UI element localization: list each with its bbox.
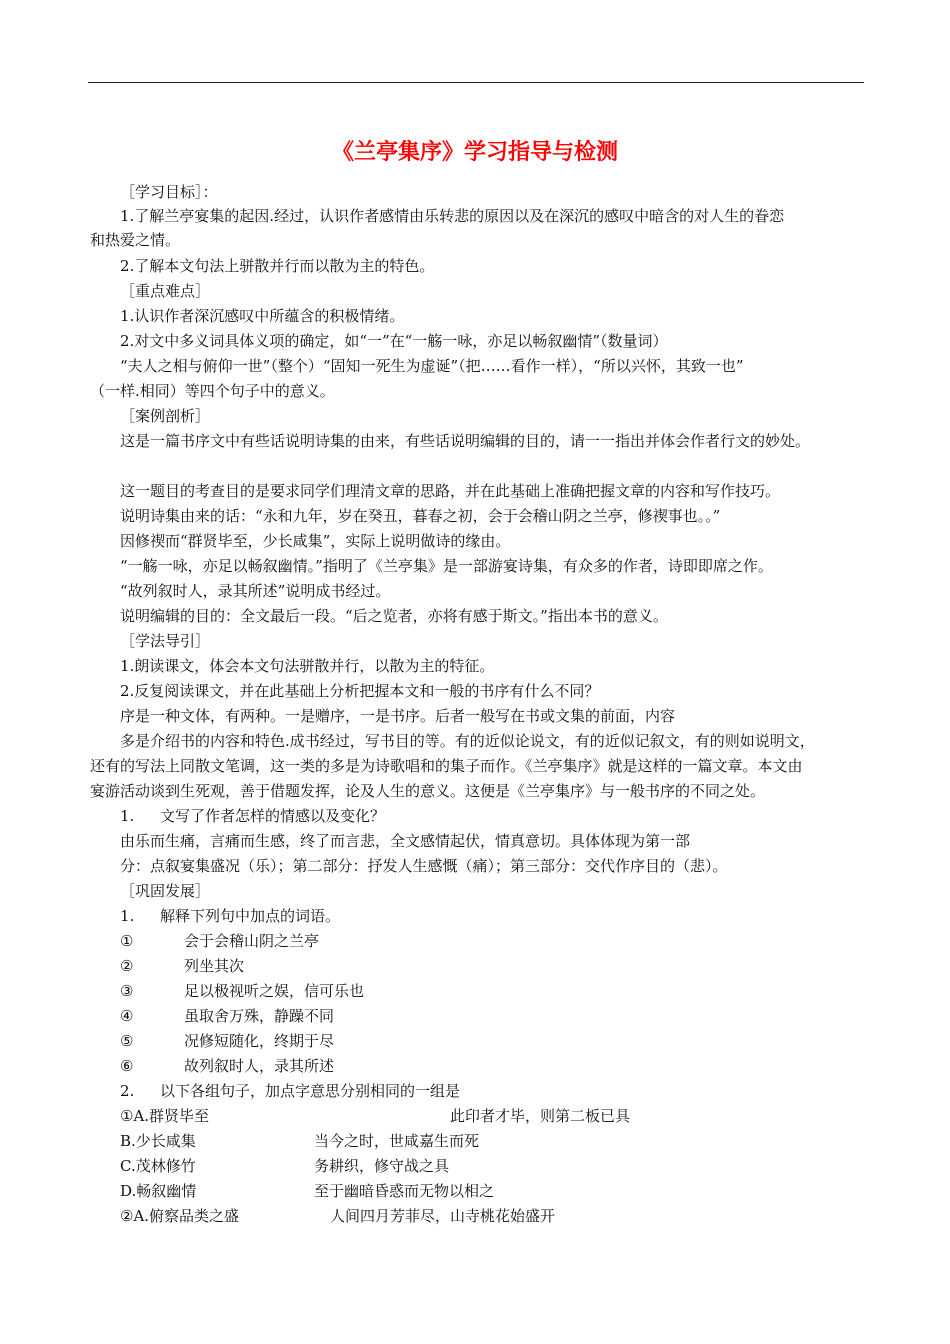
- header-rule: [88, 82, 864, 83]
- item-mark: ②: [120, 957, 134, 975]
- key-point-2: 2.对文中多义词具体义项的确定，如“一”在“一觞一咏，亦足以畅叙幽情”（数量词）: [120, 332, 668, 350]
- item-text: 足以极视听之娱，信可乐也: [184, 982, 365, 1000]
- objective-1-line-1: 1.了解兰亭宴集的起因.经过，认识作者感情由乐转悲的原因以及在深沉的感叹中暗含的对人生的眷恋: [120, 207, 785, 225]
- case-answer-3: 因修禊而“群贤毕至，少长咸集”，实际上说明做诗的缘由。: [120, 532, 511, 550]
- list-item: [120, 1056, 334, 1076]
- item-mark: ③: [120, 982, 134, 1000]
- pair-left: ①A.群贤毕至: [120, 1107, 210, 1125]
- pair-left: C.茂林修竹: [120, 1157, 196, 1175]
- method-question-number: 1.: [120, 807, 135, 825]
- item-text: 故列叙时人，录其所述: [184, 1057, 335, 1075]
- pair-right: 此印者才毕，则第二板已具: [450, 1107, 631, 1125]
- key-points-heading: ［重点难点］: [120, 282, 211, 300]
- consolidation-heading: ［巩固发展］: [120, 882, 211, 900]
- method-item-2: 2.反复阅读课文，并在此基础上分析把握本文和一般的书序有什么不同？: [120, 682, 600, 700]
- case-answer-5: “故列叙时人，录其所述”说明成书经过。: [120, 582, 391, 600]
- pair-right: 人间四月芳菲尽，山寺桃花始盛开: [330, 1207, 556, 1225]
- method-paragraph-line-2: 多是介绍书的内容和特色.成书经过，写书目的等。有的近似论说文，有的近似记叙文，有的则如说明文，: [120, 732, 815, 750]
- key-point-1: 1.认识作者深沉感叹中所蕴含的积极情绪。: [120, 307, 405, 325]
- pair-row: [120, 1106, 820, 1126]
- pair-row: [120, 1206, 820, 1226]
- item-text: 况修短随化，终期于尽: [184, 1032, 335, 1050]
- method-answer-line-2: 分：点叙宴集盛况（乐）；第二部分：抒发人生感慨（痛）；第三部分：交代作序目的（悲）。: [120, 857, 728, 875]
- list-item: [120, 1031, 334, 1051]
- case-analysis-heading: ［案例剖析］: [120, 407, 211, 425]
- item-text: 列坐其次: [184, 957, 245, 975]
- pair-right: 当今之时，世咸嘉生而死: [314, 1132, 480, 1150]
- question-2-text: 以下各组句子，加点字意思分别相同的一组是: [160, 1082, 461, 1100]
- case-answer-4: “一觞一咏，亦足以畅叙幽情。”指明了《兰亭集》是一部游宴诗集，有众多的作者，诗即即席之作。: [120, 557, 773, 575]
- pair-row: [120, 1181, 820, 1201]
- consolidation-question-1: [120, 906, 340, 926]
- pair-right: 务耕织，修守战之具: [314, 1157, 450, 1175]
- item-mark: ⑥: [120, 1057, 134, 1075]
- item-mark: ④: [120, 1007, 134, 1025]
- objectives-heading: ［学习目标］：: [120, 183, 218, 201]
- page-title: 《兰亭集序》学习指导与检测: [331, 140, 618, 165]
- method-question: [120, 806, 385, 826]
- item-text: 虽取舍万殊，静躁不同: [184, 1007, 335, 1025]
- item-text: 会于会稽山阴之兰亭: [184, 932, 320, 950]
- item-mark: ①: [120, 932, 134, 950]
- list-item: [120, 956, 244, 976]
- case-answer-1: 这一题目的考查目的是要求同学们理清文章的思路，并在此基础上准确把握文章的内容和写作技巧。: [120, 482, 781, 500]
- objective-1-line-2: 和热爱之情。: [90, 231, 181, 249]
- question-1-text: 解释下列句中加点的词语。: [160, 907, 341, 925]
- case-answer-2: 说明诗集由来的话：“永和九年，岁在癸丑，暮春之初，会于会稽山阴之兰亭，修禊事也。。”: [120, 507, 721, 525]
- consolidation-question-2: [120, 1081, 460, 1101]
- pair-left: D.畅叙幽情: [120, 1182, 197, 1200]
- case-answer-6: 说明编辑的目的：全文最后一段。“后之览者，亦将有感于斯文。”指出本书的意义。: [120, 607, 668, 625]
- question-2-number: 2.: [120, 1082, 135, 1100]
- pair-left: B.少长咸集: [120, 1132, 196, 1150]
- list-item: [120, 1006, 334, 1026]
- method-guide-heading: ［学法导引］: [120, 632, 211, 650]
- pair-row: [120, 1156, 820, 1176]
- method-paragraph-line-3: 还有的写法上同散文笔调，这一类的多是为诗歌唱和的集子而作。《兰亭集序》就是这样的一篇文章。本文由: [90, 757, 803, 775]
- pair-row: [120, 1131, 820, 1151]
- pair-left: ②A.俯察品类之盛: [120, 1207, 240, 1225]
- key-point-2-continued: “夫人之相与俯仰一世”（整个）“固知一死生为虚诞”（把……看作一样），“所以兴怀，其致一也”: [120, 357, 744, 375]
- method-paragraph-line-1: 序是一种文体，有两种。一是赠序，一是书序。后者一般写在书或文集的前面，内容: [120, 707, 676, 725]
- key-point-2-end: （一样.相同）等四个句子中的意义。: [90, 382, 335, 400]
- method-item-1: 1.朗读课文，体会本文句法骈散并行，以散为主的特征。: [120, 657, 495, 675]
- question-1-number: 1.: [120, 907, 135, 925]
- method-paragraph-line-4: 宴游活动谈到生死观，善于借题发挥，论及人生的意义。这便是《兰亭集序》与一般书序的不同之处。: [90, 782, 766, 800]
- list-item: [120, 981, 364, 1001]
- objective-2: 2.了解本文句法上骈散并行而以散为主的特色。: [120, 257, 435, 275]
- method-answer-line-1: 由乐而生痛，言痛而生感，终了而言悲，全文感情起伏，情真意切。具体体现为第一部: [120, 832, 691, 850]
- pair-right: 至于幽暗昏惑而无物以相之: [314, 1182, 495, 1200]
- list-item: [120, 931, 319, 951]
- method-question-text: 文写了作者怎样的情感以及变化？: [160, 807, 386, 825]
- item-mark: ⑤: [120, 1032, 134, 1050]
- case-question: 这是一篇书序文中有些话说明诗集的由来，有些话说明编辑的目的，请一一指出并体会作者行文的妙处。: [120, 432, 811, 450]
